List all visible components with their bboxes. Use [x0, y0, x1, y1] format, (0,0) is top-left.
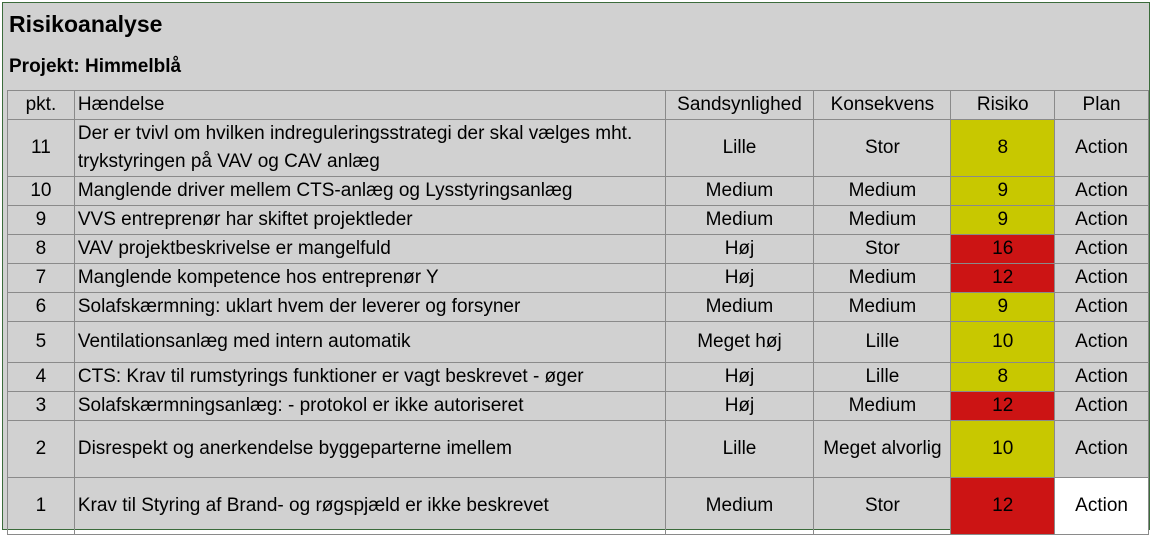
cell-risk[interactable]: 9	[951, 293, 1055, 322]
cell-plan[interactable]: Action	[1055, 293, 1149, 322]
cell-probability[interactable]: Lille	[665, 120, 814, 177]
cell-probability[interactable]: Medium	[665, 293, 814, 322]
risk-table	[7, 90, 1149, 535]
cell-event[interactable]: Solafskærmning: uklart hvem der leverer og forsyner	[74, 293, 665, 322]
cell-event[interactable]: Ventilationsanlæg med intern automatik	[74, 322, 665, 363]
cell-event[interactable]: Manglende driver mellem CTS-anlæg og Lysstyringsanlæg	[74, 177, 665, 206]
cell-risk[interactable]: 9	[951, 177, 1055, 206]
cell-pkt[interactable]: 4	[8, 363, 75, 392]
cell-consequence[interactable]: Medium	[814, 293, 951, 322]
table-row	[8, 421, 1149, 478]
cell-probability[interactable]: Høj	[665, 363, 814, 392]
cell-plan[interactable]: Action	[1055, 120, 1149, 177]
cell-consequence[interactable]: Meget alvorlig	[814, 421, 951, 478]
header-pkt[interactable]: pkt.	[8, 91, 75, 120]
cell-probability[interactable]: Meget høj	[665, 322, 814, 363]
table-row	[8, 206, 1149, 235]
cell-probability[interactable]: Høj	[665, 264, 814, 293]
cell-pkt[interactable]: 9	[8, 206, 75, 235]
table-row	[8, 264, 1149, 293]
cell-pkt[interactable]: 10	[8, 177, 75, 206]
cell-risk[interactable]: 8	[951, 363, 1055, 392]
header-row	[8, 91, 1149, 120]
table-row	[8, 293, 1149, 322]
cell-risk[interactable]: 10	[951, 322, 1055, 363]
cell-plan[interactable]: Action	[1055, 206, 1149, 235]
cell-pkt[interactable]: 8	[8, 235, 75, 264]
table-row	[8, 235, 1149, 264]
cell-probability[interactable]: Medium	[665, 206, 814, 235]
cell-pkt[interactable]: 3	[8, 392, 75, 421]
cell-probability[interactable]: Høj	[665, 235, 814, 264]
table-row	[8, 363, 1149, 392]
cell-risk[interactable]: 16	[951, 235, 1055, 264]
cell-risk[interactable]: 12	[951, 264, 1055, 293]
cell-event[interactable]: Manglende kompetence hos entreprenør Y	[74, 264, 665, 293]
cell-risk[interactable]: 10	[951, 421, 1055, 478]
cell-event[interactable]: VAV projektbeskrivelse er mangelfuld	[74, 235, 665, 264]
cell-event[interactable]: VVS entreprenør har skiftet projektleder	[74, 206, 665, 235]
cell-event[interactable]: Krav til Styring af Brand- og røgspjæld er ikke beskrevet	[74, 478, 665, 535]
header-probability[interactable]: Sandsynlighed	[665, 91, 814, 120]
cell-pkt[interactable]: 6	[8, 293, 75, 322]
cell-event[interactable]: Disrespekt og anerkendelse byggeparterne imellem	[74, 421, 665, 478]
cell-pkt[interactable]: 5	[8, 322, 75, 363]
cell-consequence[interactable]: Stor	[814, 478, 951, 535]
table-row	[8, 478, 1149, 535]
cell-plan[interactable]: Action	[1055, 177, 1149, 206]
cell-pkt[interactable]: 7	[8, 264, 75, 293]
cell-consequence[interactable]: Stor	[814, 120, 951, 177]
cell-plan[interactable]: Action	[1055, 392, 1149, 421]
table-row	[8, 322, 1149, 363]
cell-probability[interactable]: Medium	[665, 478, 814, 535]
table-row	[8, 120, 1149, 177]
cell-plan[interactable]: Action	[1055, 264, 1149, 293]
cell-risk[interactable]: 8	[951, 120, 1055, 177]
cell-probability[interactable]: Medium	[665, 177, 814, 206]
cell-pkt[interactable]: 2	[8, 421, 75, 478]
header-plan[interactable]: Plan	[1055, 91, 1149, 120]
cell-plan[interactable]: Action	[1055, 363, 1149, 392]
table-row	[8, 392, 1149, 421]
cell-probability[interactable]: Høj	[665, 392, 814, 421]
cell-plan[interactable]: Action	[1055, 235, 1149, 264]
cell-consequence[interactable]: Lille	[814, 363, 951, 392]
cell-risk[interactable]: 12	[951, 392, 1055, 421]
cell-probability[interactable]: Lille	[665, 421, 814, 478]
spreadsheet-sheet	[2, 2, 1150, 530]
cell-risk[interactable]: 9	[951, 206, 1055, 235]
cell-event[interactable]: Der er tvivl om hvilken indreguleringsstrategi der skal vælges mht. trykstyringen på VAV og CAV anlæg	[74, 120, 665, 177]
cell-event[interactable]: Solafskærmningsanlæg: - protokol er ikke autoriseret	[74, 392, 665, 421]
cell-risk[interactable]: 12	[951, 478, 1055, 535]
cell-consequence[interactable]: Medium	[814, 206, 951, 235]
header-consequence[interactable]: Konsekvens	[814, 91, 951, 120]
cell-consequence[interactable]: Lille	[814, 322, 951, 363]
cell-consequence[interactable]: Stor	[814, 235, 951, 264]
cell-plan[interactable]: Action	[1055, 478, 1149, 535]
cell-consequence[interactable]: Medium	[814, 392, 951, 421]
header-risk[interactable]: Risiko	[951, 91, 1055, 120]
table-row	[8, 177, 1149, 206]
cell-plan[interactable]: Action	[1055, 421, 1149, 478]
cell-pkt[interactable]: 1	[8, 478, 75, 535]
header-event[interactable]: Hændelse	[74, 91, 665, 120]
cell-event[interactable]: CTS: Krav til rumstyrings funktioner er vagt beskrevet - øger	[74, 363, 665, 392]
cell-pkt[interactable]: 11	[8, 120, 75, 177]
cell-consequence[interactable]: Medium	[814, 177, 951, 206]
cell-plan[interactable]: Action	[1055, 322, 1149, 363]
cell-consequence[interactable]: Medium	[814, 264, 951, 293]
sheet-title: Risikoanalyse	[9, 11, 163, 37]
project-subtitle: Projekt: Himmelblå	[9, 56, 182, 77]
